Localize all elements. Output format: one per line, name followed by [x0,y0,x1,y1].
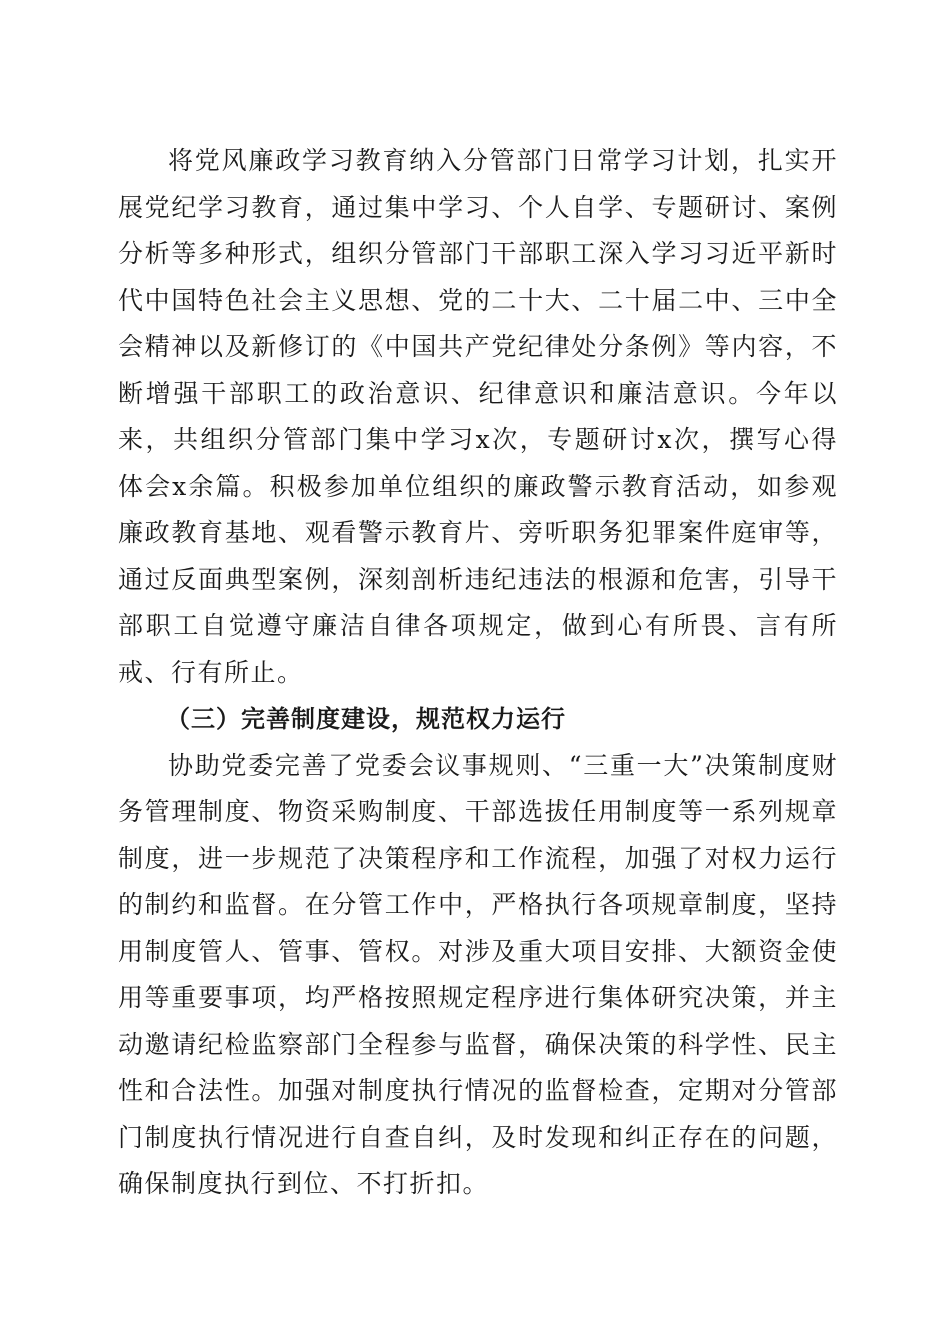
section-heading-system-building: （三）完善制度建设，规范权力运行 [166,705,566,733]
paragraph-party-discipline-education: 将党风廉政学习教育纳入分管部门日常学习计划，扎实开展党纪学习教育，通过集中学习、个人自学、专题研讨、案例分析等多种形式，组织分管部门干部职工深入学习习近平新时代中国特色社会主义思想、党的二十大、二十届二中、三中全会精神以及新修订的《中国共产党纪律处分条例》等内容，不断增强干部职工的政治意识、纪律意识和廉洁意识。今年以来，共组织分管部门集中学习x次，专题研讨x次，撰写心得体会x余篇。积极参加单位组织的廉政警示教育活动，如参观廉政教育基地、观看警示教育片、旁听职务犯罪案件庭审等，通过反面典型案例，深刻剖析违纪违法的根源和危害，引导干部职工自觉遵守廉洁自律各项规定，做到心有所畏、言有所戒、行有所止。 [118,146,838,687]
document-body [118,138,838,1208]
paragraph-system-building: 协助党委完善了党委会议事规则、“三重一大”决策制度财务管理制度、物资采购制度、干部选拔任用制度等一系列规章制度，进一步规范了决策程序和工作流程，加强了对权力运行的制约和监督。在分管工作中，严格执行各项规章制度，坚持用制度管人、管事、管权。对涉及重大项目安排、大额资金使用等重要事项，均严格按照规定程序进行集体研究决策，并主动邀请纪检监察部门全程参与监督，确保决策的科学性、民主性和合法性。加强对制度执行情况的监督检查，定期对分管部门制度执行情况进行自查自纠，及时发现和纠正存在的问题，确保制度执行到位、不打折扣。 [118,750,838,1198]
